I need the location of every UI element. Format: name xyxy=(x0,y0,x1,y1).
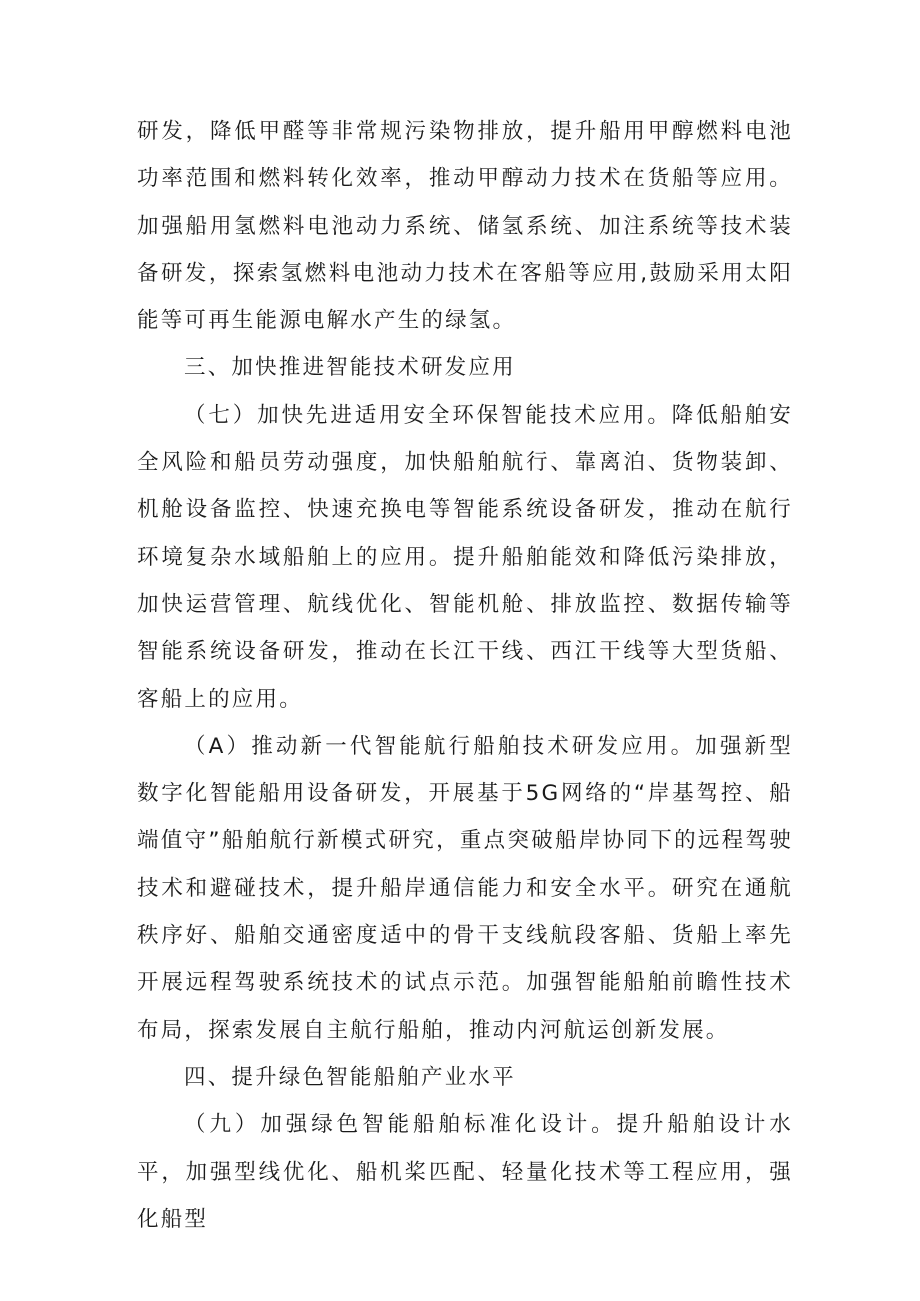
paragraph-item-9: （九）加强绿色智能船舶标准化设计。提升船舶设计水平，加强型线优化、船机桨匹配、轻量化技术等工程应用，强化船型 xyxy=(137,1112,793,1232)
document-body xyxy=(137,108,793,1243)
paragraph-fuel-cell-continuation: 研发，降低甲醛等非常规污染物排放，提升船用甲醇燃料电池功率范围和燃料转化效率，推动甲醇动力技术在货船等应用。加强船用氢燃料电池动力系统、储氢系统、加注系统等技术装备研发，探索氢燃料电池动力技术在客船等应用,鼓励采用太阳能等可再生能源电解水产生的绿氢。 xyxy=(137,119,793,334)
paragraph-item-8: （A）推动新一代智能航行船舶技术研发应用。加强新型数字化智能船用设备研发，开展基于5G网络的“岸基驾控、船端值守”船舶航行新模式研究，重点突破船岸协同下的远程驾驶技术和避碰技术，提升船岸通信能力和安全水平。研究在通航秩序好、船舶交通密度适中的骨干支线航段客船、货船上率先开展远程驾驶系统技术的试点示范。加强智能船舶前瞻性技术布局，探索发展自主航行船舶，推动内河航运创新发展。 xyxy=(137,733,793,1043)
section-heading-3: 三、加快推进智能技术研发应用 xyxy=(184,355,516,381)
paragraph-item-7: （七）加快先进适用安全环保智能技术应用。降低船舶安全风险和船员劳动强度，加快船舶航行、靠离泊、货物装卸、机舱设备监控、快速充换电等智能系统设备研发，推动在航行环境复杂水域船舶上的应用。提升船舶能效和降低污染排放，加快运营管理、航线优化、智能机舱、排放监控、数据传输等智能系统设备研发，推动在长江干线、西江干线等大型货船、客船上的应用。 xyxy=(137,402,793,712)
section-heading-4: 四、提升绿色智能船舶产业水平 xyxy=(184,1064,516,1090)
